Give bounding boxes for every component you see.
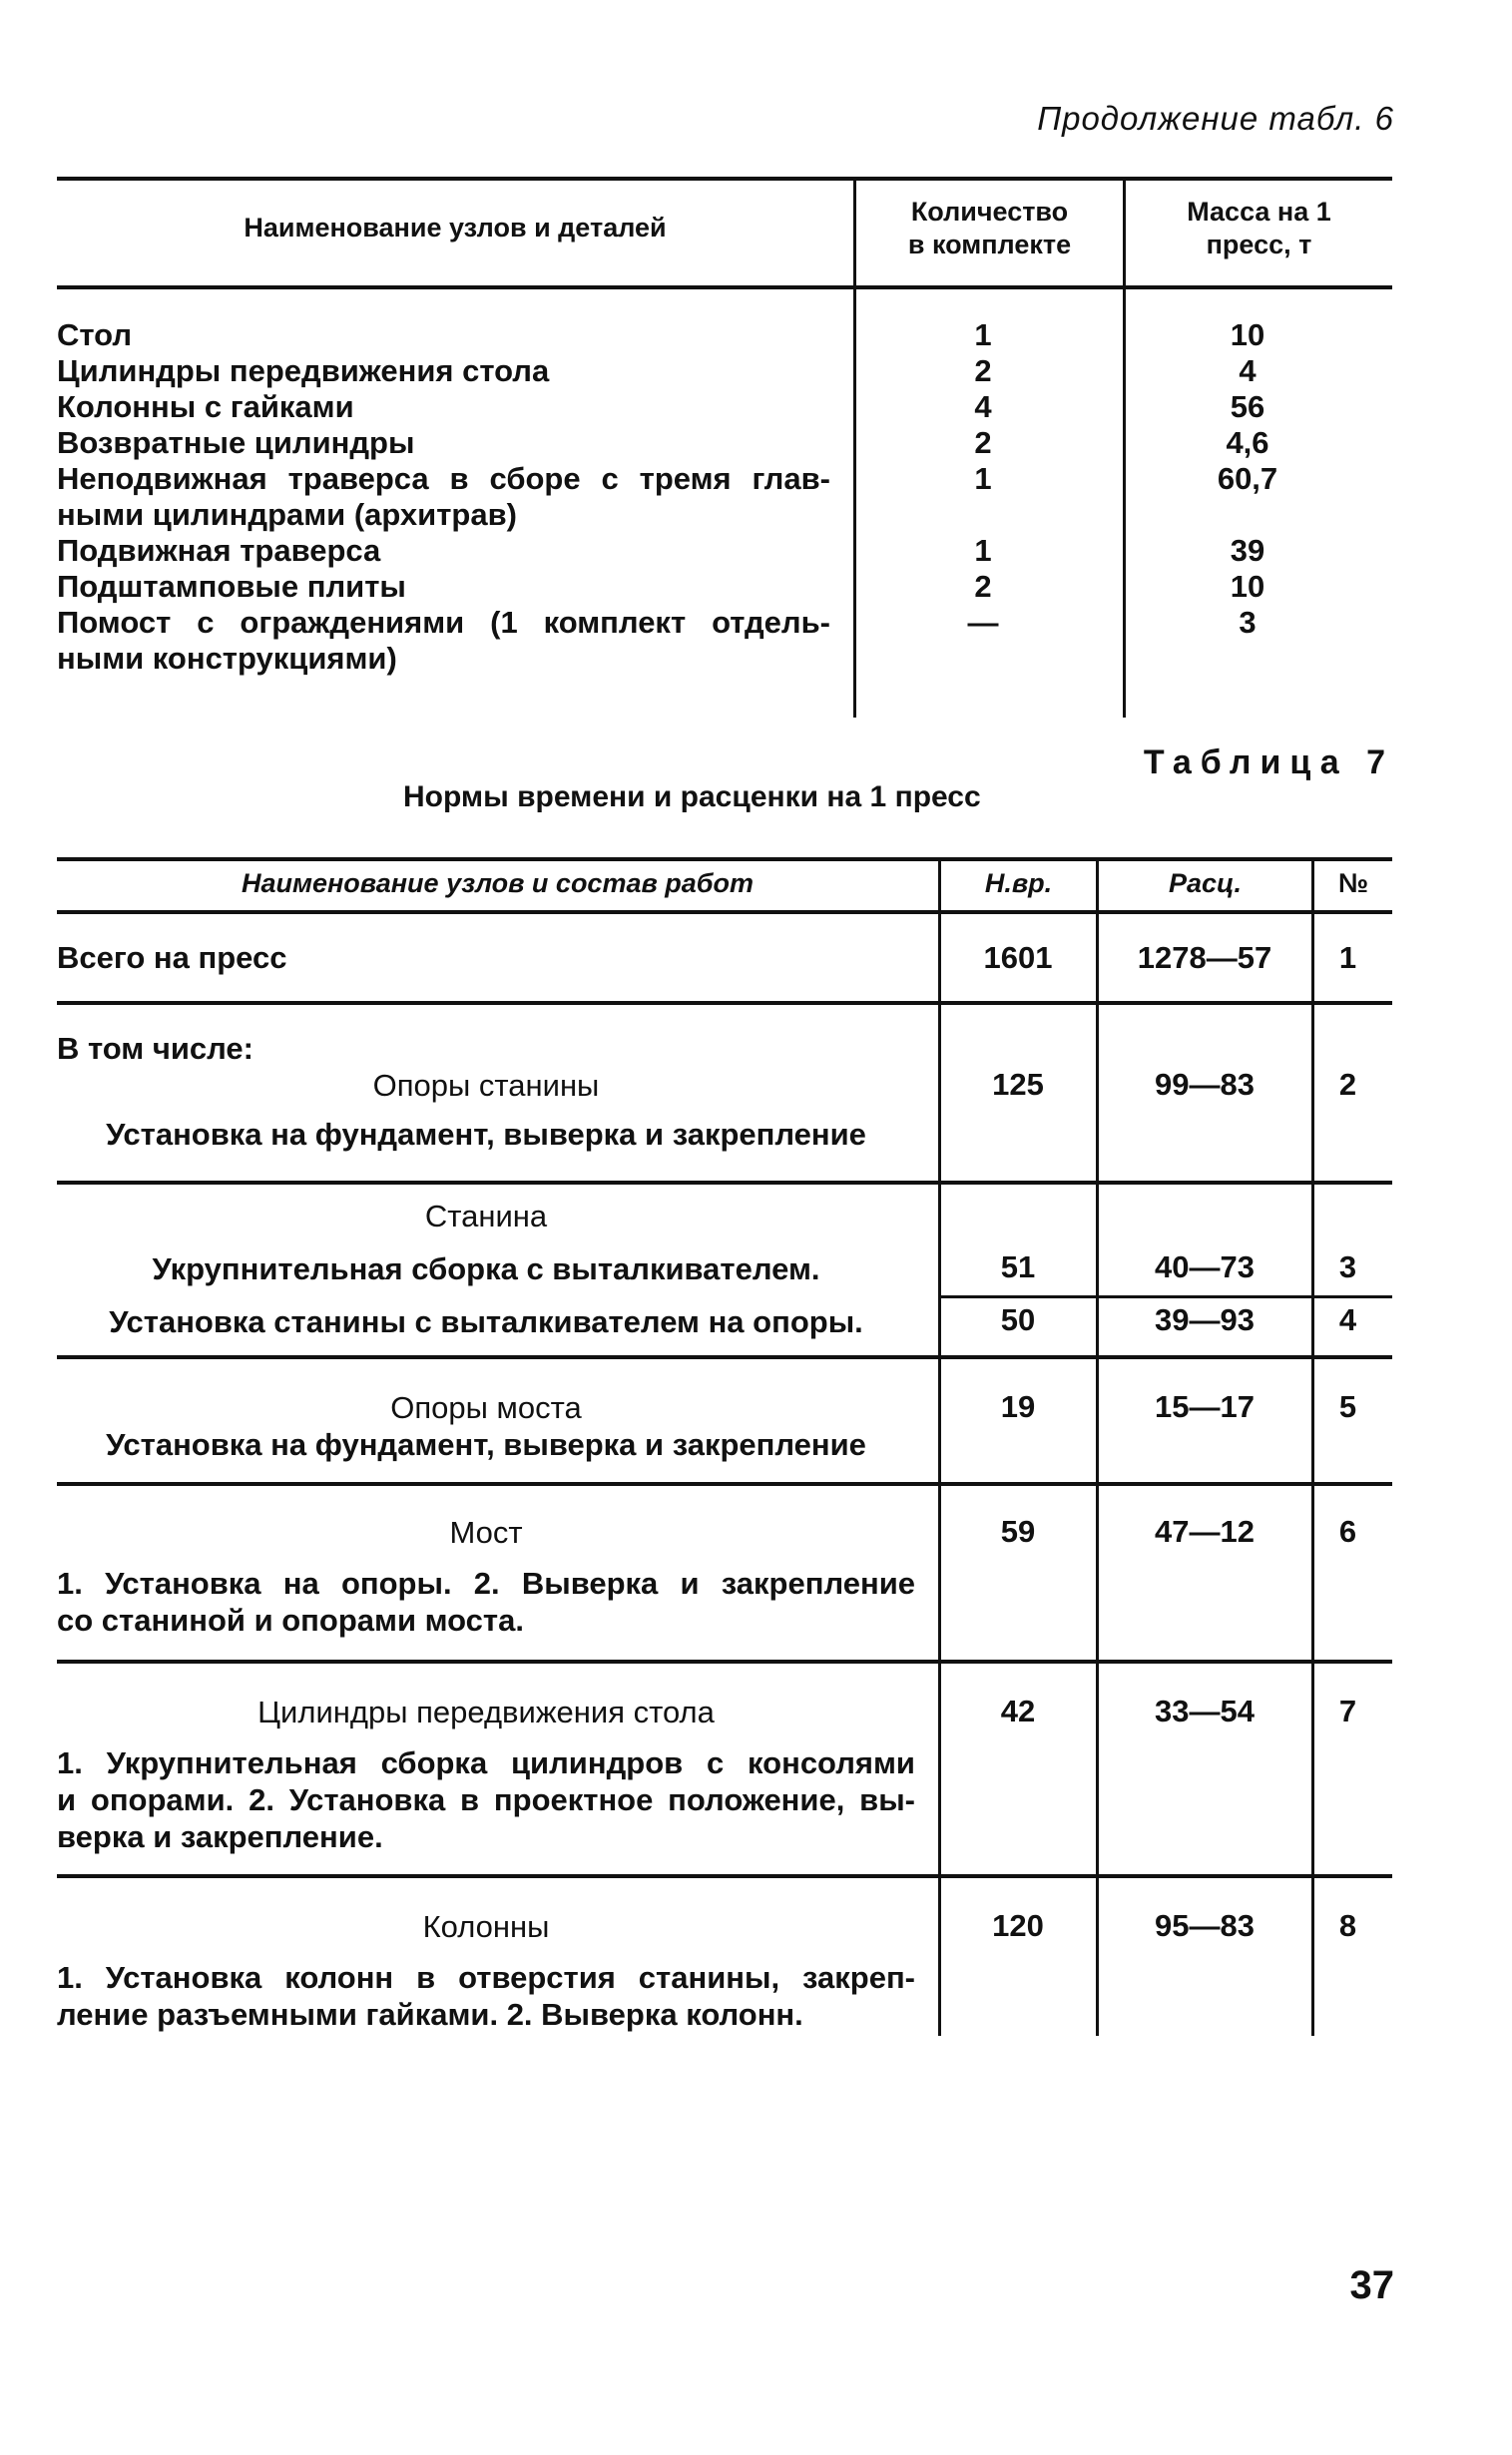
table6-qty-column: [863, 317, 1103, 641]
qty-cell: 1: [974, 461, 992, 496]
table-row-continuation: ными конструкциями): [57, 641, 397, 676]
table6-mass-column: [1138, 317, 1357, 641]
supports-block: [57, 1067, 915, 1153]
frame-row1-time: 51: [1000, 1249, 1036, 1284]
table7-label: Таблица 7: [1143, 743, 1394, 781]
qty-cell: 2: [974, 425, 992, 460]
header-qty-line1: Количество: [910, 197, 1069, 227]
bridge-supports-rate: 15—17: [1155, 1389, 1255, 1424]
table6-header-rule: [57, 285, 1392, 289]
total-label: Всего на пресс: [57, 940, 287, 975]
table7-col-divider-1: [938, 859, 941, 2036]
continuation-caption: Продолжение табл. 6: [1037, 100, 1394, 137]
bridge-supports-time: 19: [1000, 1389, 1036, 1424]
table-row: Колонны с гайками: [57, 389, 354, 424]
qty-cell: —: [967, 605, 999, 640]
columns-work-line2: ление разъемными гайками. 2. Выверка колонн.: [57, 1997, 803, 2032]
qty-cell: 2: [974, 353, 992, 388]
columns-time: 120: [992, 1908, 1044, 1943]
row-rule: [57, 1001, 1392, 1005]
mass-cell: 56: [1230, 389, 1265, 424]
page-number: 37: [1349, 2263, 1394, 2307]
mass-cell: 4,6: [1226, 425, 1269, 460]
table-row: Цилиндры передвижения стола: [57, 353, 550, 388]
frame-row2-work: Установка станины с выталкивателем на опоры.: [109, 1304, 863, 1339]
row-rule: [57, 1874, 1392, 1878]
frame-title: Станина: [424, 1199, 548, 1233]
frame-row1-no: 3: [1338, 1249, 1357, 1284]
bridge-title: Мост: [449, 1515, 523, 1550]
qty-cell: 1: [974, 533, 992, 568]
bridge-time: 59: [1000, 1514, 1036, 1549]
total-no: 1: [1338, 940, 1357, 975]
cylinders-rate: 33—54: [1155, 1694, 1255, 1728]
mass-cell: 60,7: [1217, 461, 1278, 496]
bridge-supports-work: Установка на фундамент, выверка и закрепление: [106, 1427, 866, 1462]
cylinders-work-line1: 1. Укрупнительная сборка цилиндров с консолями: [57, 1745, 915, 1780]
total-rate: 1278—57: [1137, 940, 1272, 975]
supports-rate: 99—83: [1155, 1067, 1255, 1102]
row-rule: [57, 1181, 1392, 1185]
table7-header-rule: [57, 910, 1392, 914]
supports-time: 125: [992, 1067, 1044, 1102]
supports-title: Опоры станины: [372, 1068, 600, 1103]
table7-header-name: Наименование узлов и состав работ: [241, 868, 755, 898]
table6-top-rule: [57, 177, 1392, 181]
table-row: Неподвижная траверса в сборе с тремя глав-: [57, 461, 830, 496]
table7-header-time: Н.вр.: [984, 868, 1053, 898]
table-row: Подвижная траверса: [57, 533, 381, 568]
table-row: Помост с ограждениями (1 комплект отдель-: [57, 605, 830, 640]
bridge-supports-title: Опоры моста: [390, 1390, 582, 1425]
frame-row1-rate: 40—73: [1155, 1249, 1255, 1284]
columns-title: Колонны: [422, 1909, 550, 1944]
qty-cell: 2: [974, 569, 992, 604]
frame-row2-no: 4: [1338, 1302, 1357, 1337]
table6-header-qty: [856, 196, 1123, 261]
header-mass-line2: пресс, т: [1206, 230, 1312, 259]
mass-cell: 3: [1239, 605, 1257, 640]
header-qty-line2: в комплекте: [907, 230, 1072, 259]
bridge-rate: 47—12: [1155, 1514, 1255, 1549]
mass-cell: 10: [1230, 569, 1265, 604]
bridge-work-line1: 1. Установка на опоры. 2. Выверка и закрепление: [57, 1566, 915, 1601]
table7-col-divider-3: [1311, 859, 1314, 2036]
columns-no: 8: [1338, 1908, 1357, 1943]
table7-top-rule: [57, 857, 1392, 861]
frame-row2-time: 50: [1000, 1302, 1036, 1337]
row-rule: [57, 1660, 1392, 1664]
mass-cell: 4: [1239, 353, 1257, 388]
row-subrule: [938, 1295, 1392, 1298]
bridge-work-line2: со станиной и опорами моста.: [57, 1603, 524, 1638]
table6-header-name: Наименование узлов и деталей: [244, 213, 667, 243]
table6-header-mass: [1126, 196, 1392, 261]
table7-header-no: №: [1337, 868, 1369, 898]
table-row: Возвратные цилиндры: [57, 425, 415, 460]
table7-title: Нормы времени и расценки на 1 пресс: [403, 780, 981, 813]
cylinders-title: Цилиндры передвижения стола: [257, 1695, 715, 1729]
bridge-no: 6: [1338, 1514, 1357, 1549]
cylinders-time: 42: [1000, 1694, 1036, 1728]
cylinders-no: 7: [1338, 1694, 1357, 1728]
table6-names: [57, 317, 830, 677]
frame-row1-work: Укрупнительная сборка с выталкивателем.: [152, 1251, 820, 1286]
qty-cell: 1: [974, 317, 992, 352]
header-mass-line1: Масса на 1: [1187, 197, 1331, 227]
bridge-supports-block: [57, 1389, 915, 1463]
bridge-supports-no: 5: [1338, 1389, 1357, 1424]
frame-block: [57, 1198, 915, 1340]
cylinders-work-line3: верка и закрепление.: [57, 1819, 383, 1854]
table-row: Стол: [57, 317, 133, 352]
bridge-block: [57, 1514, 915, 1639]
columns-rate: 95—83: [1155, 1908, 1255, 1943]
supports-work: Установка на фундамент, выверка и закрепление: [106, 1117, 866, 1152]
table-row-continuation: ными цилиндрами (архитрав): [57, 497, 517, 532]
qty-cell: 4: [974, 389, 992, 424]
columns-block: [57, 1908, 915, 2033]
cylinders-block: [57, 1694, 915, 1855]
table-row: Подштамповые плиты: [57, 569, 406, 604]
columns-work-line1: 1. Установка колонн в отверстия станины, закреп-: [57, 1960, 915, 1995]
total-time: 1601: [983, 940, 1053, 975]
row-rule: [57, 1482, 1392, 1486]
row-rule: [57, 1355, 1392, 1359]
table7-col-divider-2: [1096, 859, 1099, 2036]
supports-no: 2: [1338, 1067, 1357, 1102]
including-label: В том числе:: [57, 1031, 253, 1066]
mass-cell: 10: [1230, 317, 1265, 352]
frame-row2-rate: 39—93: [1155, 1302, 1255, 1337]
mass-cell: 39: [1230, 533, 1265, 568]
table7-header-rate: Расц.: [1169, 868, 1242, 898]
cylinders-work-line2: и опорами. 2. Установка в проектное положение, вы-: [57, 1782, 915, 1817]
